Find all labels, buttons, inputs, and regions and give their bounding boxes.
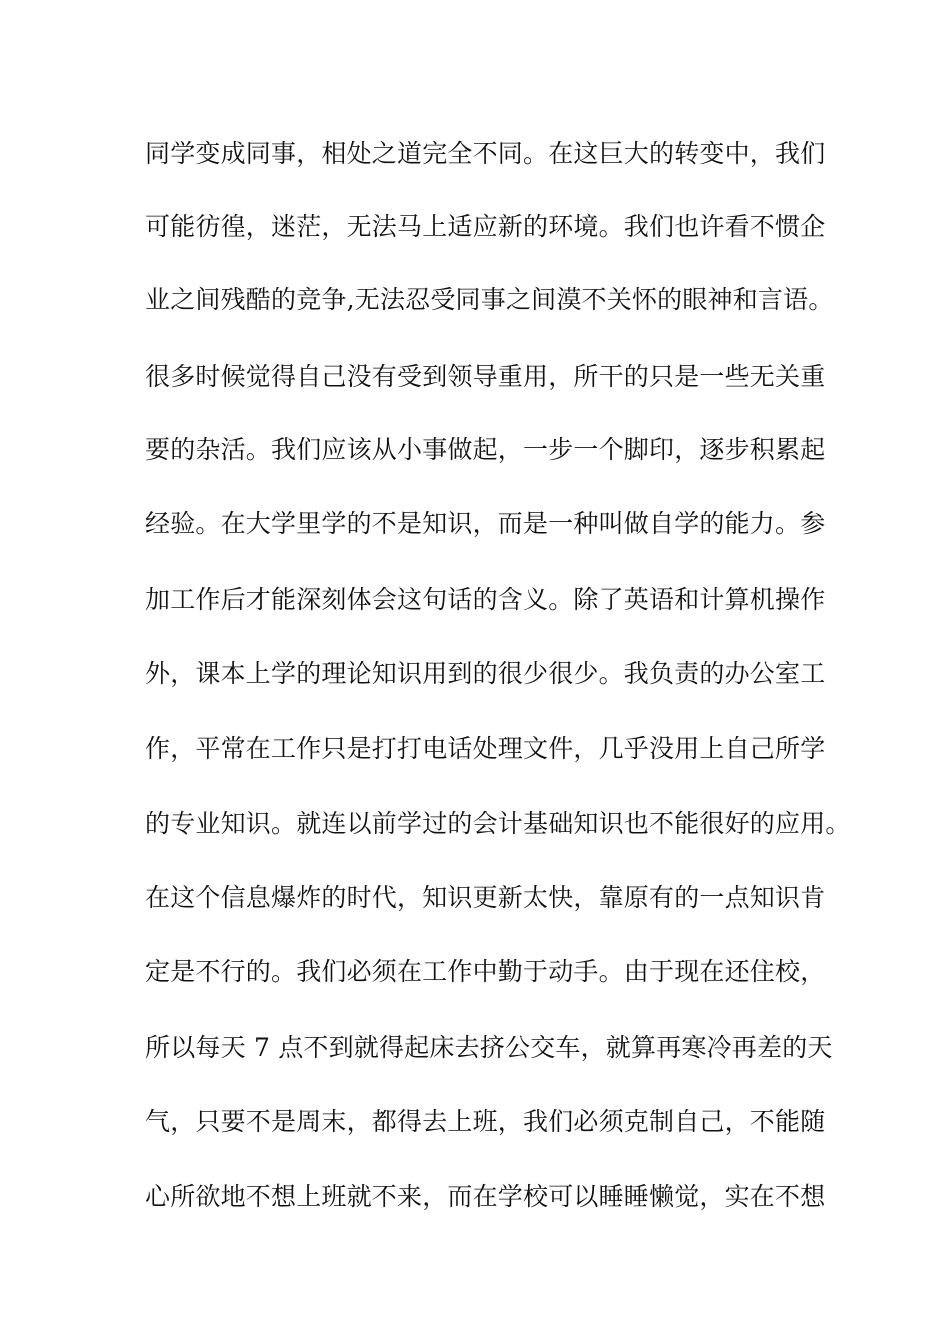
paragraph-line: 的专业知识。就连以前学过的会计基础知识也不能很好的应用。: [145, 809, 851, 838]
paragraph-line: 定是不行的。我们必须在工作中勤于动手。由于现在还住校，: [145, 957, 826, 986]
paragraph-line: 在这个信息爆炸的时代，知识更新太快，靠原有的一点知识肯: [145, 883, 826, 912]
paragraph-line: 作，平常在工作只是打打电话处理文件，几乎没用上自己所学: [145, 734, 826, 763]
paragraph-line: 可能彷徨，迷茫，无法马上适应新的环境。我们也许看不惯企: [145, 212, 826, 241]
paragraph-line: 外，课本上学的理论知识用到的很少很少。我负责的办公室工: [145, 659, 826, 688]
paragraph-line: 所以每天 7 点不到就得起床去挤公交车，就算再寒冷再差的天: [145, 1033, 833, 1062]
paragraph-line: 很多时候觉得自己没有受到领导重用，所干的只是一些无关重: [145, 362, 826, 391]
paragraph-line: 同学变成同事，相处之道完全不同。在这巨大的转变中，我们: [145, 139, 826, 168]
paragraph-line: 业之间残酷的竞争,无法忍受同事之间漠不关怀的眼神和言语。: [145, 285, 834, 314]
paragraph-line: 心所欲地不想上班就不来，而在学校可以睡睡懒觉，实在不想: [145, 1182, 826, 1211]
paragraph-line: 加工作后才能深刻体会这句话的含义。除了英语和计算机操作: [145, 585, 826, 614]
paragraph-line: 经验。在大学里学的不是知识，而是一种叫做自学的能力。参: [145, 509, 826, 538]
paragraph-line: 气，只要不是周末，都得去上班，我们必须克制自己，不能随: [145, 1107, 826, 1136]
paragraph-line: 要的杂活。我们应该从小事做起，一步一个脚印，逐步积累起: [145, 435, 826, 464]
